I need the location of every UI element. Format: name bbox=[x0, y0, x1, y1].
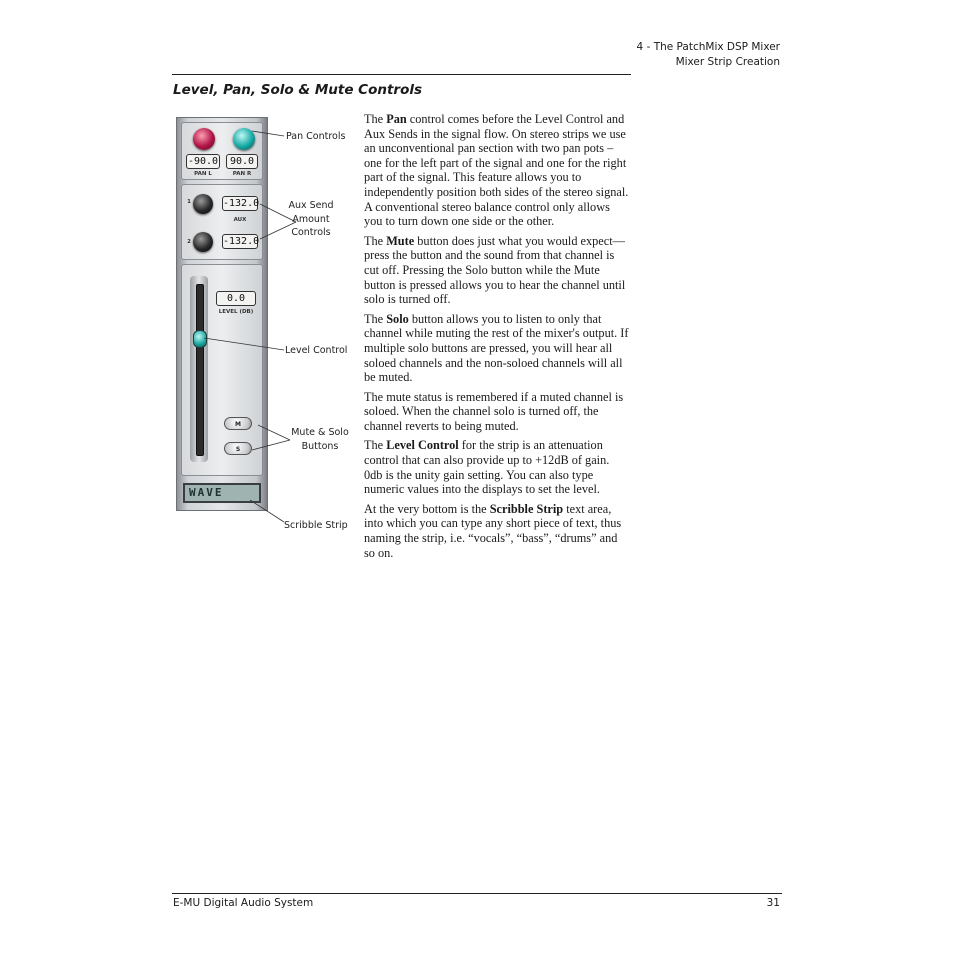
solo-button[interactable]: S bbox=[224, 442, 252, 455]
pan-right-display[interactable]: 90.0 bbox=[226, 154, 258, 169]
callout-aux-line3: Controls bbox=[291, 227, 331, 238]
callout-aux-line1: Aux Send bbox=[288, 200, 334, 211]
footer-title: E-MU Digital Audio System bbox=[173, 897, 314, 909]
solo-callout-line bbox=[252, 440, 290, 450]
header-chapter: 4 - The PatchMix DSP Mixer bbox=[636, 41, 780, 53]
pan-right-label: PAN R bbox=[232, 171, 252, 177]
mute-button[interactable]: M bbox=[224, 417, 252, 430]
scribble-callout-line bbox=[250, 500, 284, 522]
section-heading: Level, Pan, Solo & Mute Controls bbox=[173, 82, 423, 98]
callout-scribble: Scribble Strip bbox=[284, 520, 348, 531]
callout-aux-line2: Amount bbox=[292, 213, 330, 225]
aux-1-index: 1 bbox=[187, 199, 191, 205]
callout-pan: Pan Controls bbox=[286, 131, 346, 142]
pan-left-label: PAN L bbox=[194, 171, 212, 177]
level-display[interactable]: 0.0 bbox=[216, 291, 256, 306]
body-text bbox=[364, 112, 630, 565]
pan-callout-line bbox=[252, 131, 284, 136]
footer-rule bbox=[172, 893, 782, 894]
level-callout-line bbox=[204, 338, 284, 350]
paragraph-level: The Level Control for the strip is an attenuation control that can also provide up to +12dB of gain. 0db is the unity gain setting. You can also type numeric values into the displays to set the level. bbox=[364, 438, 610, 497]
scribble-strip[interactable]: WAVE bbox=[183, 483, 261, 503]
paragraph-solo: The Solo button allows you to listen to only that channel while muting the rest of the mixer's output. If multiple solo buttons are pressed, you will hear all soloed channels and the non-soloed channels will all be muted. bbox=[364, 311, 629, 385]
aux-label: AUX bbox=[233, 217, 247, 223]
callout-aux bbox=[284, 199, 338, 240]
paragraph-mute-status: The mute status is remembered if a muted channel is soloed. When the channel solo is turned off, the channel reverts to being muted. bbox=[364, 389, 624, 433]
aux-2-display[interactable]: -132.0 bbox=[223, 236, 260, 247]
aux-2-index: 2 bbox=[187, 239, 191, 245]
paragraph-pan: The Pan control comes before the Level Control and Aux Sends in the signal flow. On stereo strips we use an unconventional pan section with two pan pots – one for the left part of the signal and one for the right part of the signal. This feature allows you to independently position both sides of the stereo signal. A conventional stereo balance control only allows you to turn down one side or the other. bbox=[364, 112, 629, 229]
header-section: Mixer Strip Creation bbox=[675, 56, 780, 68]
pan-left-display[interactable]: -90.0 bbox=[187, 156, 219, 167]
mute-callout-line bbox=[258, 425, 290, 440]
callout-level: Level Control bbox=[285, 345, 348, 356]
callout-mute-line2: Buttons bbox=[301, 440, 339, 452]
page-number: 31 bbox=[766, 897, 780, 909]
callout-mute-line1: Mute & Solo bbox=[291, 427, 349, 438]
callout-mute-solo bbox=[288, 426, 352, 453]
paragraph-mute: The Mute button does just what you would expect—press the button and the sound from that channel is cut off. Pressing the Solo button while the Mute button is pressed allows you to hear the channel until solo is turned off. bbox=[364, 233, 626, 307]
paragraph-scribble: At the very bottom is the Scribble Strip text area, into which you can type any short piece of text, thus naming the strip, i.e. “vocals”, “bass”, “drums” and so on. bbox=[364, 501, 622, 560]
aux-1-display[interactable]: -132.0 bbox=[223, 198, 260, 209]
level-label: LEVEL (DB) bbox=[218, 309, 254, 315]
